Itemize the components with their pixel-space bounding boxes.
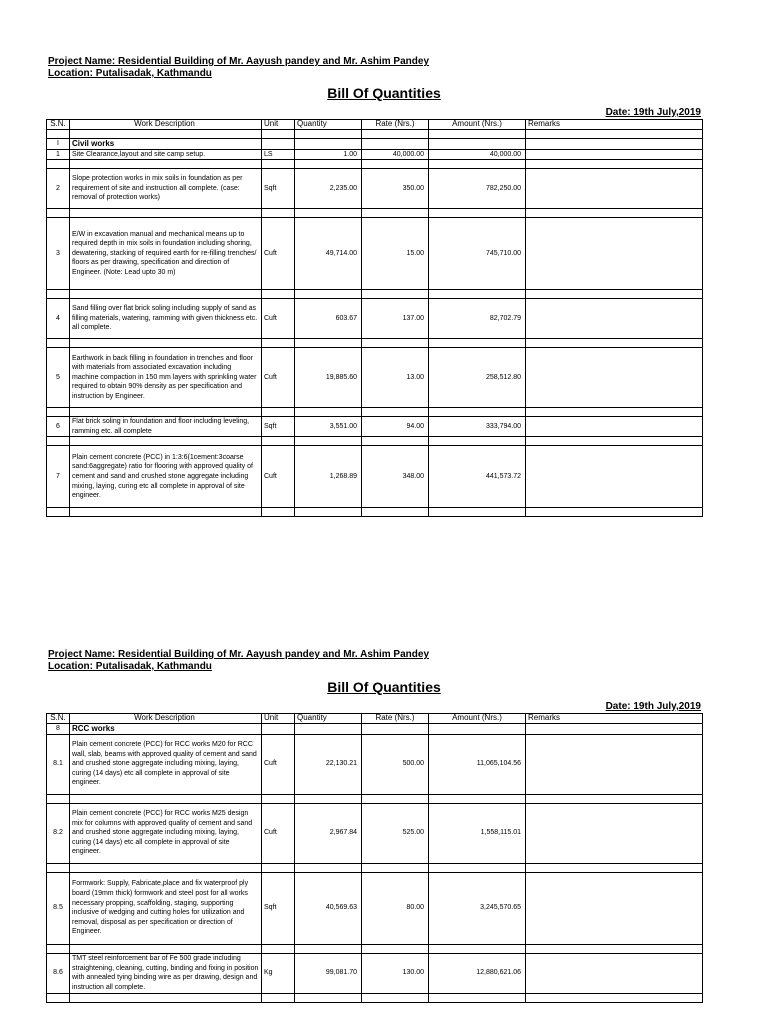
item-amount: 3,245,570.65 bbox=[429, 872, 526, 944]
table-row bbox=[47, 149, 703, 160]
item-remarks bbox=[526, 446, 703, 508]
item-description: Plain cement concrete (PCC) for RCC works M25 design mix for columns with approved quality of cement and sand and crushed stone aggregate including mixing, laying, curing (14 days) etc all complete in approval of site engineer. bbox=[70, 803, 262, 863]
item-remarks bbox=[526, 417, 703, 437]
col-remarks: Remarks bbox=[526, 714, 703, 724]
item-description: E/W in excavation manual and mechanical means up to required depth in mix soils in foundation including shoring, dewatering, stacking of required earth for re-filling trenches/ floors as per drawing, specification and direction of Engineer. (Note: Lead upto 30 m) bbox=[70, 218, 262, 290]
table-row bbox=[47, 446, 703, 508]
item-unit: Sqft bbox=[262, 417, 295, 437]
item-amount: 333,794.00 bbox=[429, 417, 526, 437]
item-amount: 82,702.79 bbox=[429, 299, 526, 339]
project-location: Location: Putalisadak, Kathmandu bbox=[48, 68, 212, 79]
item-sn: 6 bbox=[47, 417, 70, 437]
project-name: Project Name: Residential Building of Mr. Aayush pandey and Mr. Ashim Pandey bbox=[48, 56, 430, 67]
project-location: Location: Putalisadak, Kathmandu bbox=[48, 661, 212, 672]
section-row bbox=[47, 724, 703, 735]
item-remarks bbox=[526, 299, 703, 339]
item-unit: Cuft bbox=[262, 734, 295, 794]
col-sn: S.N. bbox=[47, 120, 70, 130]
boq-table bbox=[46, 119, 703, 517]
col-amount: Amount (Nrs.) bbox=[429, 120, 526, 130]
item-quantity: 3,551.00 bbox=[295, 417, 362, 437]
item-rate: 350.00 bbox=[362, 169, 429, 209]
item-amount: 11,065,104.56 bbox=[429, 734, 526, 794]
col-remarks: Remarks bbox=[526, 120, 703, 130]
page-title: Bill Of Quantities bbox=[327, 85, 441, 101]
item-amount: 12,880,621.06 bbox=[429, 953, 526, 993]
item-remarks bbox=[526, 218, 703, 290]
item-quantity: 1,268.89 bbox=[295, 446, 362, 508]
col-sn: S.N. bbox=[47, 714, 70, 724]
table-header-row bbox=[47, 714, 703, 724]
item-unit: Cuft bbox=[262, 218, 295, 290]
col-amount: Amount (Nrs.) bbox=[429, 714, 526, 724]
item-description: Earthwork in back filling in foundation in trenches and floor with materials from associated excavation including machine compaction in 150 mm layers with sprinkling water required to obtain 90% density as per specification and instruction by Engineer. bbox=[70, 348, 262, 408]
item-description: Sand filling over flat brick soling including supply of sand as filling materials, watering, ramming with given thickness etc. all complete. bbox=[70, 299, 262, 339]
col-description: Work Description bbox=[70, 120, 262, 130]
item-rate: 40,000.00 bbox=[362, 149, 429, 160]
item-unit: Sqft bbox=[262, 169, 295, 209]
item-rate: 80.00 bbox=[362, 872, 429, 944]
table-row bbox=[47, 803, 703, 863]
item-sn: 8.5 bbox=[47, 872, 70, 944]
boq-table bbox=[46, 713, 703, 1003]
project-name: Project Name: Residential Building of Mr. Aayush pandey and Mr. Ashim Pandey bbox=[48, 649, 430, 660]
item-description: Flat brick soling in foundation and floor including leveling, ramming etc. all complete bbox=[70, 417, 262, 437]
item-sn: 4 bbox=[47, 299, 70, 339]
item-quantity: 603.67 bbox=[295, 299, 362, 339]
table-header-row bbox=[47, 120, 703, 130]
item-remarks bbox=[526, 953, 703, 993]
item-sn: 8.6 bbox=[47, 953, 70, 993]
table-row bbox=[47, 953, 703, 993]
item-rate: 500.00 bbox=[362, 734, 429, 794]
table-row bbox=[47, 417, 703, 437]
item-sn: 8.1 bbox=[47, 734, 70, 794]
section-title: Civil works bbox=[70, 139, 262, 150]
item-amount: 782,250.00 bbox=[429, 169, 526, 209]
item-quantity: 40,569.63 bbox=[295, 872, 362, 944]
item-description: Slope protection works in mix soils in foundation as per requirement of site and instruction all complete. (case: removal of protection works) bbox=[70, 169, 262, 209]
item-quantity: 49,714.00 bbox=[295, 218, 362, 290]
table-row bbox=[47, 299, 703, 339]
item-rate: 15.00 bbox=[362, 218, 429, 290]
col-description: Work Description bbox=[70, 714, 262, 724]
item-sn: 1 bbox=[47, 149, 70, 160]
item-description: Site Clearance,layout and site camp setup. bbox=[70, 149, 262, 160]
item-quantity: 1.00 bbox=[295, 149, 362, 160]
project-header bbox=[48, 649, 429, 673]
item-quantity: 2,235.00 bbox=[295, 169, 362, 209]
item-unit: Cuft bbox=[262, 803, 295, 863]
item-rate: 348.00 bbox=[362, 446, 429, 508]
item-sn: 3 bbox=[47, 218, 70, 290]
item-remarks bbox=[526, 348, 703, 408]
table-row bbox=[47, 218, 703, 290]
item-description: Plain cement concrete (PCC) for RCC works M20 for RCC wall, slab, beams with approved quality of cement and sand and crushed stone aggregate including mixing, laying, curing (14 days) etc all complete in approval of site engineer. bbox=[70, 734, 262, 794]
item-remarks bbox=[526, 872, 703, 944]
item-quantity: 99,081.70 bbox=[295, 953, 362, 993]
item-remarks bbox=[526, 169, 703, 209]
item-unit: Cuft bbox=[262, 446, 295, 508]
item-unit: Kg bbox=[262, 953, 295, 993]
item-amount: 40,000.00 bbox=[429, 149, 526, 160]
item-amount: 441,573.72 bbox=[429, 446, 526, 508]
item-remarks bbox=[526, 803, 703, 863]
item-amount: 1,558,115.01 bbox=[429, 803, 526, 863]
col-rate: Rate (Nrs.) bbox=[362, 120, 429, 130]
item-sn: 5 bbox=[47, 348, 70, 408]
table-row bbox=[47, 872, 703, 944]
item-rate: 137.00 bbox=[362, 299, 429, 339]
item-unit: LS bbox=[262, 149, 295, 160]
page-title: Bill Of Quantities bbox=[327, 679, 441, 695]
item-unit: Cuft bbox=[262, 299, 295, 339]
item-rate: 13.00 bbox=[362, 348, 429, 408]
date-label: Date: 19th July,2019 bbox=[605, 701, 701, 712]
col-rate: Rate (Nrs.) bbox=[362, 714, 429, 724]
item-unit: Sqft bbox=[262, 872, 295, 944]
item-amount: 745,710.00 bbox=[429, 218, 526, 290]
item-quantity: 19,885.60 bbox=[295, 348, 362, 408]
item-rate: 525.00 bbox=[362, 803, 429, 863]
item-sn: 2 bbox=[47, 169, 70, 209]
item-remarks bbox=[526, 149, 703, 160]
col-unit: Unit bbox=[262, 120, 295, 130]
item-sn: 8.2 bbox=[47, 803, 70, 863]
project-header bbox=[48, 56, 429, 80]
item-description: Formwork: Supply, Fabricate,place and fix waterproof ply board (19mm thick) formwork and steel post for all works necessary propping, scaffolding, staging, supporting inclusive of wedging and cutting holes for utilization and removal, disposal as per specification or direction of Engineer. bbox=[70, 872, 262, 944]
item-rate: 94.00 bbox=[362, 417, 429, 437]
table-row bbox=[47, 734, 703, 794]
item-description: Plain cement concrete (PCC) in 1:3:6(1cement:3coarse sand:6aggregate) ratio for flooring with approved quality of cement and sand and crushed stone aggregate including mixing, laying, curing etc all complete in approval of site engineer. bbox=[70, 446, 262, 508]
item-description: TMT steel reinforcement bar of Fe 500 grade including straightening, cleaning, cutting, binding and fixing in position with annealed tying binding wire as per drawing, design and instruction all complete. bbox=[70, 953, 262, 993]
section-row bbox=[47, 139, 703, 150]
section-sn: I bbox=[47, 139, 70, 150]
item-quantity: 2,967.84 bbox=[295, 803, 362, 863]
item-unit: Cuft bbox=[262, 348, 295, 408]
item-sn: 7 bbox=[47, 446, 70, 508]
table-row bbox=[47, 169, 703, 209]
col-quantity: Quantity bbox=[295, 120, 362, 130]
section-sn: 8 bbox=[47, 724, 70, 735]
col-quantity: Quantity bbox=[295, 714, 362, 724]
date-label: Date: 19th July,2019 bbox=[605, 107, 701, 118]
item-remarks bbox=[526, 734, 703, 794]
col-unit: Unit bbox=[262, 714, 295, 724]
item-rate: 130.00 bbox=[362, 953, 429, 993]
item-quantity: 22,130.21 bbox=[295, 734, 362, 794]
item-amount: 258,512.80 bbox=[429, 348, 526, 408]
table-row bbox=[47, 348, 703, 408]
section-title: RCC works bbox=[70, 724, 262, 735]
